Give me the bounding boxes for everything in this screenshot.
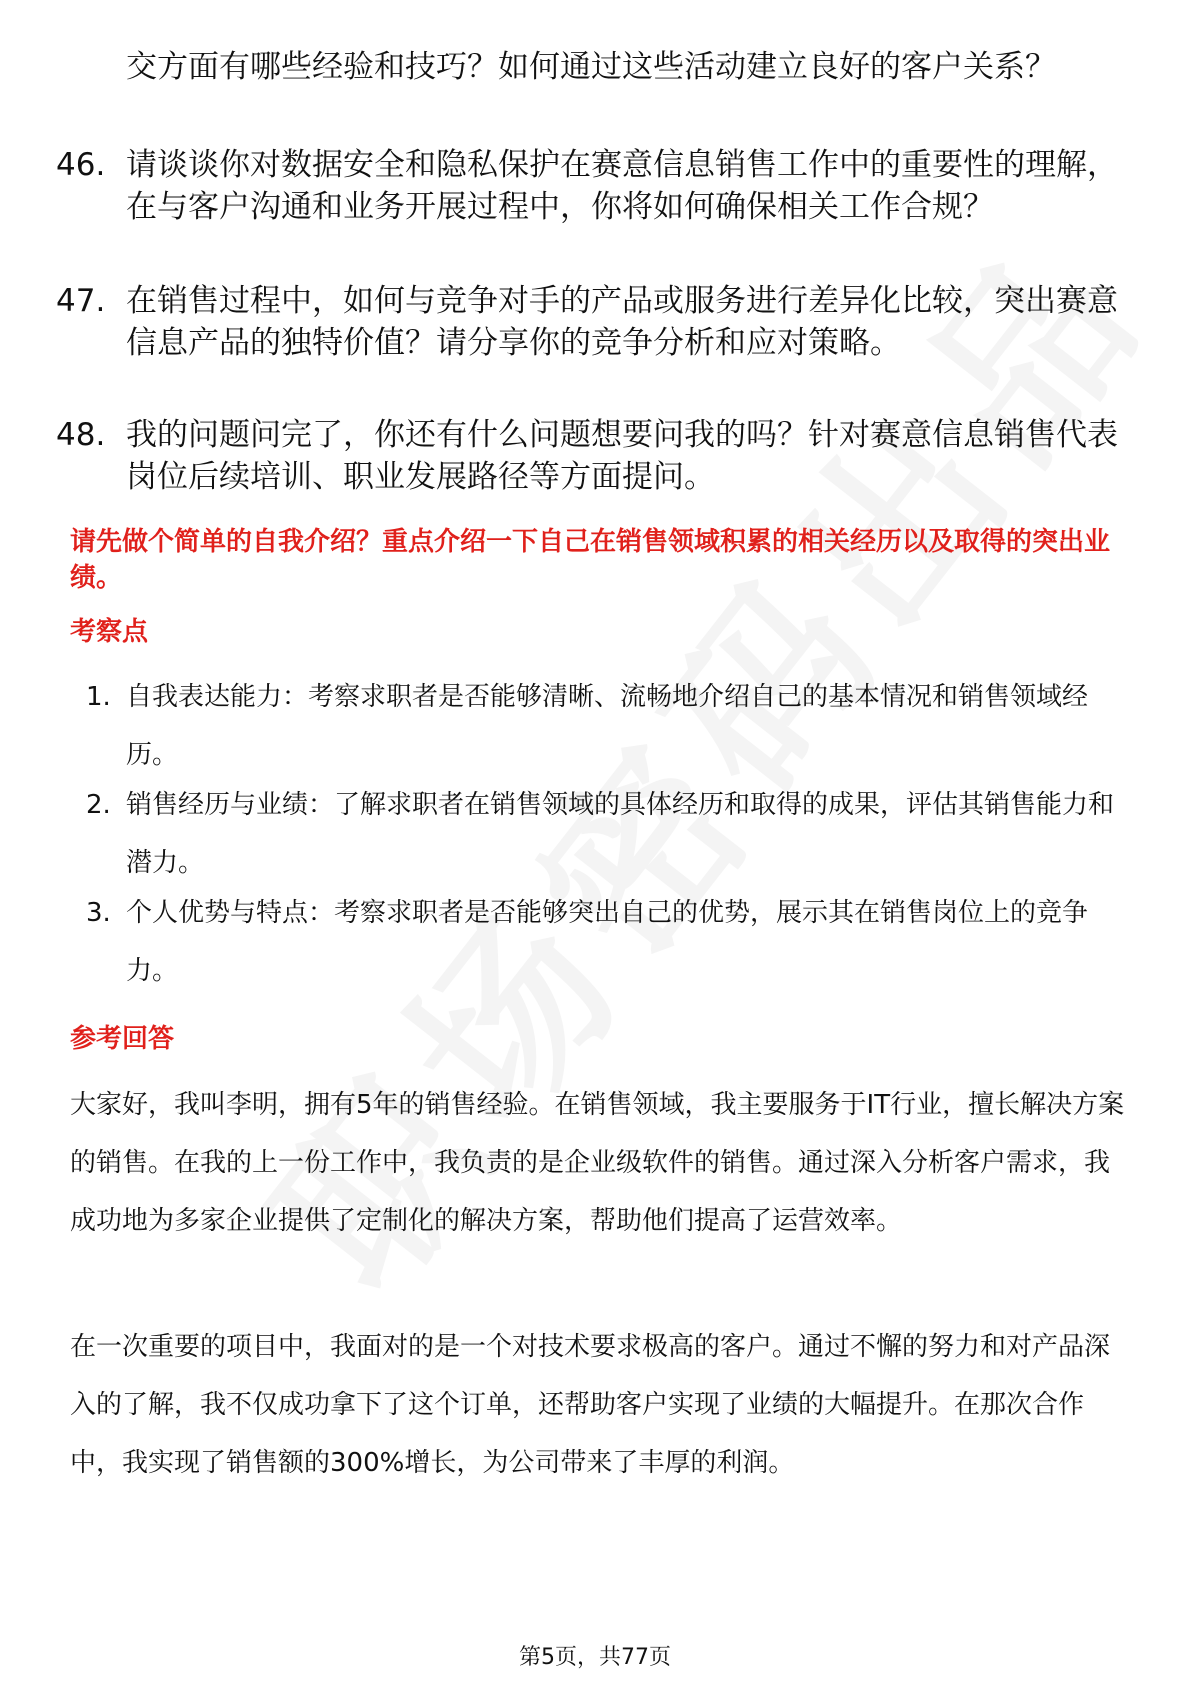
question-text: 请谈谈你对数据安全和隐私保护在赛意信息销售工作中的重要性的理解，在与客户沟通和业务开展过程中，你将如何确保相关工作合规？ (126, 147, 1118, 225)
evaluation-point (86, 884, 1126, 1000)
question-item-48 (56, 414, 1126, 498)
reference-answer-title: 参考回答 (70, 1024, 175, 1054)
page-number-footer: 第5页，共77页 (519, 1645, 671, 1670)
answer-paragraph: 在一次重要的项目中，我面对的是一个对技术要求极高的客户。通过不懈的努力和对产品深入的了解，我不仅成功拿下了这个订单，还帮助客户实现了业绩的大幅提升。在那次合作中，我实现了销售额的300%增长，为公司带来了丰厚的利润。 (70, 1332, 1111, 1478)
question-number: 47. (56, 283, 106, 319)
point-number: 1. (86, 682, 111, 712)
question-item-46 (56, 144, 1126, 228)
question-continued-text: 交方面有哪些经验和技巧？如何通过这些活动建立良好的客户关系？ (126, 49, 1056, 85)
interview-question-heading: 请先做个简单的自我介绍？重点介绍一下自己在销售领域积累的相关经历以及取得的突出业绩。 (70, 527, 1111, 593)
evaluation-points-title: 考察点 (70, 617, 149, 647)
evaluation-point (86, 668, 1126, 784)
point-text: 销售经历与业绩：了解求职者在销售领域的具体经历和取得的成果，评估其销售能力和潜力。 (126, 790, 1115, 878)
question-text: 在销售过程中，如何与竞争对手的产品或服务进行差异化比较，突出赛意信息产品的独特价值？请分享你的竞争分析和应对策略。 (126, 283, 1118, 361)
question-item-47 (56, 280, 1126, 364)
point-text: 自我表达能力：考察求职者是否能够清晰、流畅地介绍自己的基本情况和销售领域经历。 (126, 682, 1089, 770)
question-number: 48. (56, 417, 106, 453)
point-text: 个人优势与特点：考察求职者是否能够突出自己的优势，展示其在销售岗位上的竞争力。 (126, 898, 1089, 986)
point-number: 2. (86, 790, 111, 820)
point-number: 3. (86, 898, 111, 928)
question-number: 46. (56, 147, 106, 183)
answer-paragraph: 大家好，我叫李明，拥有5年的销售经验。在销售领域，我主要服务于IT行业，擅长解决方案的销售。在我的上一份工作中，我负责的是企业级软件的销售。通过深入分析客户需求，我成功地为多家企业提供了定制化的解决方案，帮助他们提高了运营效率。 (70, 1090, 1125, 1236)
question-text: 我的问题问完了，你还有什么问题想要问我的吗？针对赛意信息销售代表岗位后续培训、职业发展路径等方面提问。 (126, 417, 1118, 495)
evaluation-point (86, 776, 1126, 892)
